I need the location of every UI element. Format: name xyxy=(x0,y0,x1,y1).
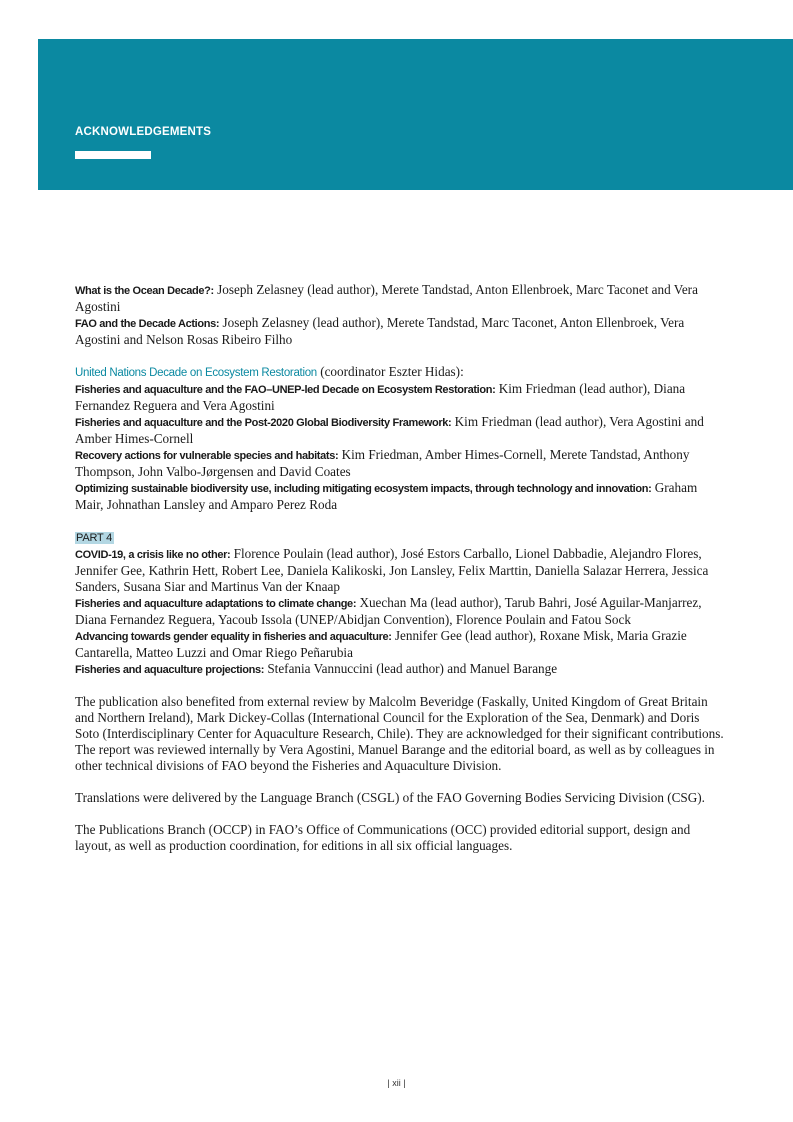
title-underline xyxy=(75,151,151,159)
entry-climate-adaptations xyxy=(75,595,725,628)
entry-text: Kim Friedman (lead author), Vera Agostini and Amber Himes-Cornell xyxy=(75,414,704,446)
entry-gender-equality xyxy=(75,628,725,661)
entry-label: FAO and the Decade Actions: xyxy=(75,318,220,330)
entry-label: Fisheries and aquaculture and the FAO–UNEP-led Decade on Ecosystem Restoration: xyxy=(75,384,496,396)
entry-biodiversity-framework xyxy=(75,414,725,447)
paragraph-translations: Translations were delivered by the Language Branch (CSGL) of the FAO Governing Bodies Servicing Division (CSG). xyxy=(75,790,705,805)
entry-label: Recovery actions for vulnerable species and habitats: xyxy=(75,450,339,462)
entry-text: Xuechan Ma (lead author), Tarub Bahri, José Aguilar-Manjarrez, Diana Fernandez Reguera, Yacoub Issola (UNEP/Abidjan Convention), Florence Poulain and Fatou Sock xyxy=(75,595,702,627)
entry-text: Joseph Zelasney (lead author), Merete Tandstad, Anton Ellenbroek, Marc Taconet and Vera Agostini xyxy=(75,282,698,314)
page-title: ACKNOWLEDGEMENTS xyxy=(75,126,212,138)
paragraph-publications: The Publications Branch (OCCP) in FAO’s Office of Communications (OCC) provided editorial support, design and layout, as well as production coordination, for editions in all six official languages. xyxy=(75,822,691,853)
entry-text: Joseph Zelasney (lead author), Merete Tandstad, Marc Taconet, Anton Ellenbroek, Vera Agostini and Nelson Rosas Ribeiro Filho xyxy=(75,315,685,347)
entry-decade-actions xyxy=(75,315,725,348)
header-banner xyxy=(38,39,793,190)
entry-text: Kim Friedman (lead author), Diana Fernandez Reguera and Vera Agostini xyxy=(75,381,686,413)
entry-text: Graham Mair, Johnathan Lansley and Amparo Perez Roda xyxy=(75,480,698,512)
section-heading-part-4 xyxy=(75,529,725,546)
entry-optimizing-biodiversity xyxy=(75,480,725,513)
acknowledgements-body xyxy=(75,282,725,854)
paragraph-external-review: The publication also benefited from external review by Malcolm Beveridge (Faskally, United Kingdom of Great Britain and Northern Ireland), Mark Dickey-Collas (International Council for the Exploration of the Sea, Denmark) and Doris Soto (Interdisciplinary Center for Aquaculture Research, Chile). They are acknowledged for their significant contributions. The report was reviewed internally by Vera Agostini, Manuel Barange and the editorial board, as well as by colleagues in other technical divisions of FAO beyond the Fisheries and Aquaculture Division. xyxy=(75,694,724,773)
entry-recovery-actions xyxy=(75,447,725,480)
entry-label: What is the Ocean Decade?: xyxy=(75,285,214,297)
entry-label: Advancing towards gender equality in fisheries and aquaculture: xyxy=(75,631,392,643)
part-label: PART 4 xyxy=(76,532,113,544)
entry-covid xyxy=(75,546,725,595)
entry-label: Fisheries and aquaculture projections: xyxy=(75,664,265,676)
entry-text: Florence Poulain (lead author), José Estors Carballo, Lionel Dabbadie, Alejandro Flores, Jennifer Gee, Kathrin Hett, Robert Lee, Daniela Kalikoski, Jon Lansley, Felix Marttin, Daniella Salazar Herrera, Jessica Sanders, Susana Siar and Martinus Van der Knaap xyxy=(75,546,709,594)
entry-text: Kim Friedman, Amber Himes-Cornell, Merete Tandstad, Anthony Thompson, John Valbo-Jørgensen and David Coates xyxy=(75,447,690,479)
section-heading-ecosystem-restoration xyxy=(75,364,725,381)
page-number: | xii | xyxy=(387,1078,406,1088)
section-title: United Nations Decade on Ecosystem Restoration xyxy=(75,367,317,379)
entry-text: Jennifer Gee (lead author), Roxane Misk, Maria Grazie Cantarella, Matteo Luzzi and Omar Riego Peñarubia xyxy=(75,628,687,660)
entry-text: Stefania Vannuccini (lead author) and Manuel Barange xyxy=(264,661,558,676)
entry-fao-unep-decade xyxy=(75,381,725,414)
entry-projections xyxy=(75,661,725,678)
entry-label: Fisheries and aquaculture adaptations to climate change: xyxy=(75,598,357,610)
entry-label: Optimizing sustainable biodiversity use, including mitigating ecosystem impacts, through technology and innovation: xyxy=(75,483,652,495)
entry-label: COVID-19, a crisis like no other: xyxy=(75,549,231,561)
section-coordinator: (coordinator Eszter Hidas): xyxy=(316,364,464,379)
entry-label: Fisheries and aquaculture and the Post-2020 Global Biodiversity Framework: xyxy=(75,417,452,429)
entry-ocean-decade xyxy=(75,282,725,315)
